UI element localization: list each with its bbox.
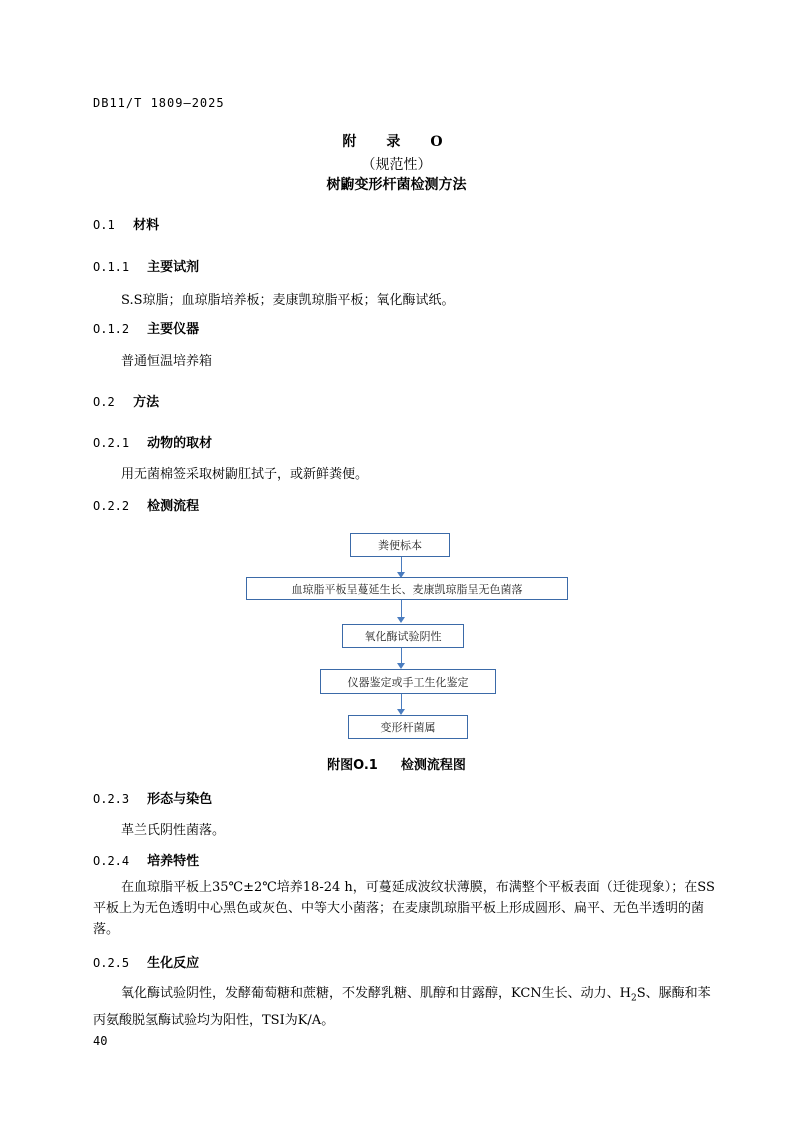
- subscript: 2: [631, 993, 637, 1004]
- flow-step-5: 变形杆菌属: [348, 715, 468, 739]
- paragraph: 普通恒温培养箱: [121, 354, 213, 369]
- section-number: O.2.1: [93, 436, 130, 450]
- page-number: 40: [93, 1034, 108, 1048]
- section-number: O.2.3: [93, 792, 130, 806]
- section-title: 动物的取材: [147, 436, 213, 451]
- appendix-title: 附 录 O: [342, 134, 451, 150]
- caption-number: 附图O.1: [327, 758, 378, 773]
- flow-step-3: 氧化酶试验阴性: [342, 624, 464, 648]
- paragraph: 用无菌棉签采取树鼩肛拭子，或新鲜粪便。: [121, 467, 369, 482]
- appendix-subject: 树鼩变形杆菌检测方法: [326, 177, 467, 193]
- section-heading: [93, 495, 199, 514]
- section-number: O.2.2: [93, 499, 130, 513]
- flow-step-4: 仪器鉴定或手工生化鉴定: [320, 669, 496, 694]
- section-number: O.1.2: [93, 322, 130, 336]
- paragraph-part: S、脲酶和苯丙氨酸脱氢酶试验均为阳性，TSI为K/A。: [93, 986, 711, 1028]
- section-title: 主要试剂: [147, 260, 200, 275]
- appendix-type: （规范性）: [361, 157, 432, 173]
- section-heading: [93, 391, 159, 410]
- paragraph-part: 氧化酶试验阴性，发酵葡萄糖和蔗糖，不发酵乳糖、肌醇和甘露醇，KCN生长、动力、H: [121, 986, 632, 1001]
- flow-arrow: [401, 694, 402, 710]
- section-heading: [93, 952, 199, 971]
- caption-title: 检测流程图: [400, 758, 466, 773]
- section-number: O.1: [93, 218, 115, 232]
- section-number: O.1.1: [93, 260, 130, 274]
- paragraph: S.S琼脂；血琼脂培养板；麦康凯琼脂平板；氧化酶试纸。: [121, 293, 455, 308]
- paragraph: 在血琼脂平板上35℃±2℃培养18-24 h，可蔓延成波纹状薄膜，布满整个平板表面（迁徙现象）；在SS平板上为无色透明中心黑色或灰色、中等大小菌落；在麦康凯琼脂平板上形成圆形、扁平、无色半透明的菌落。: [93, 880, 715, 937]
- section-number: O.2.5: [93, 956, 130, 970]
- section-heading: [93, 318, 199, 337]
- section-title: 形态与染色: [147, 792, 213, 807]
- section-heading: [93, 256, 199, 275]
- section-title: 主要仪器: [147, 322, 200, 337]
- section-heading: [93, 788, 212, 807]
- flow-step-2: 血琼脂平板呈蔓延生长、麦康凯琼脂呈无色菌落: [246, 577, 568, 600]
- flow-arrow-head: [397, 617, 405, 623]
- section-heading: [93, 850, 199, 869]
- document-code: DB11/T 1809—2025: [93, 96, 225, 110]
- section-title: 方法: [133, 395, 160, 410]
- paragraph: [93, 983, 717, 1031]
- flow-arrow: [401, 600, 402, 618]
- flow-step-1: 粪便标本: [350, 533, 450, 557]
- section-title: 生化反应: [147, 956, 200, 971]
- paragraph: 革兰氏阴性菌落。: [121, 823, 226, 838]
- flow-arrow: [401, 648, 402, 664]
- section-title: 材料: [133, 218, 160, 233]
- flow-arrow: [401, 557, 402, 573]
- section-title: 培养特性: [147, 854, 200, 869]
- section-number: O.2.4: [93, 854, 130, 868]
- section-heading: [93, 214, 159, 233]
- figure-caption: [0, 754, 793, 773]
- section-number: O.2: [93, 395, 115, 409]
- section-heading: [93, 432, 212, 451]
- section-title: 检测流程: [147, 499, 200, 514]
